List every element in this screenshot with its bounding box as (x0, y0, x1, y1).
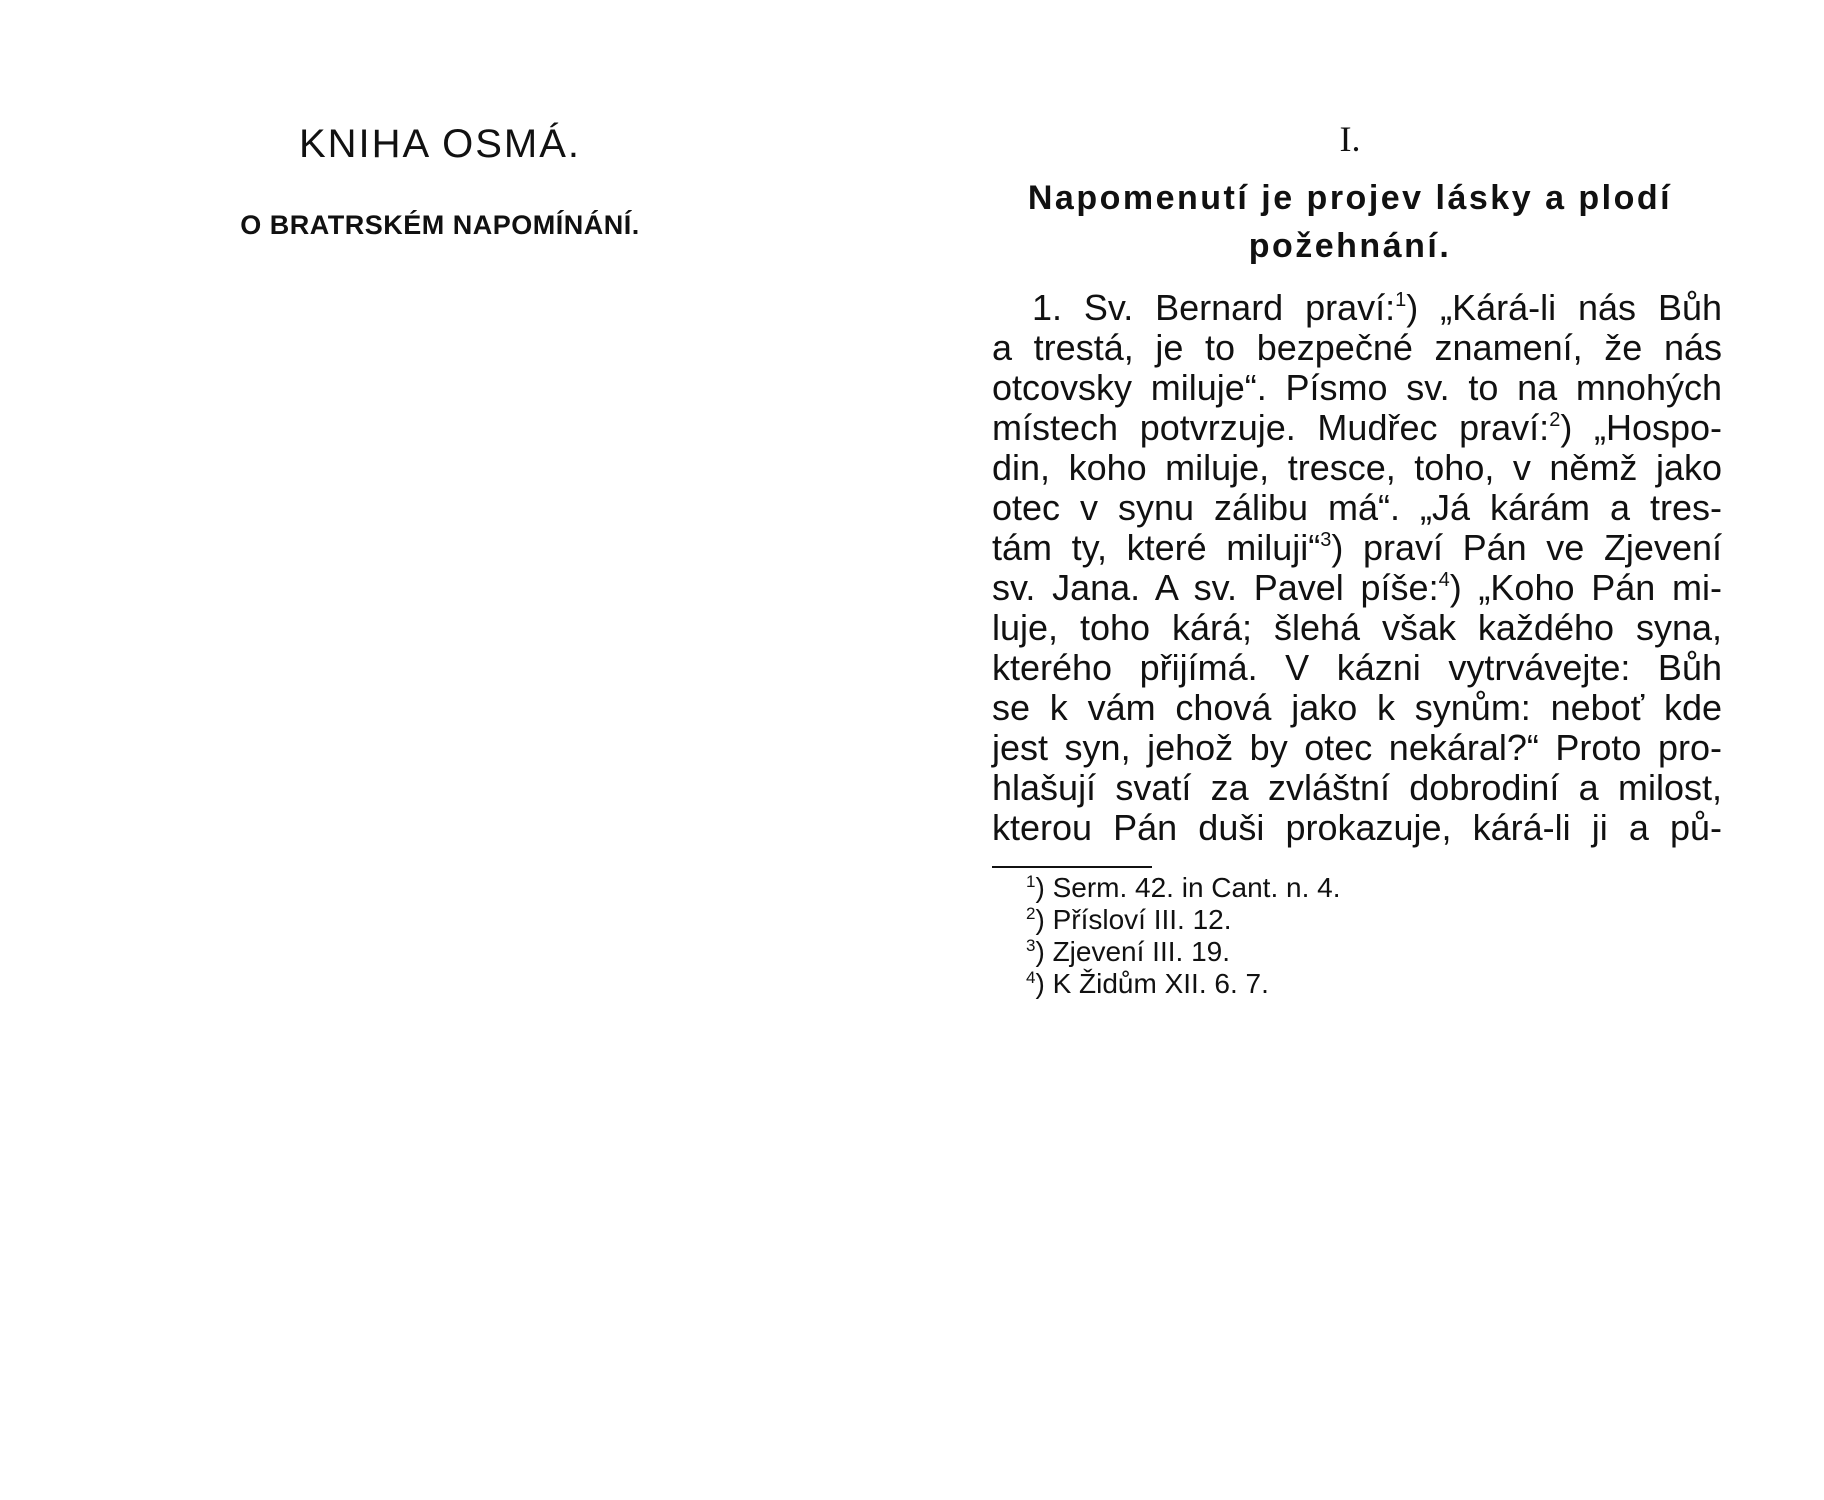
text-line: se k vám chová jako k synům: neboť kde (992, 687, 1722, 728)
footnote-mark: 1 (1026, 872, 1036, 891)
footnote-ref: 3 (1320, 529, 1332, 551)
chapter-number: I. (1339, 119, 1361, 159)
footnote-item (1026, 968, 1676, 1000)
text-line: místech potvrzuje. Mudřec praví:$^2$) „Hospo- (992, 407, 1723, 448)
text-line: luje, toho kárá; šlehá však každého syna, (992, 607, 1722, 648)
text-line: sv. Jana. A sv. Pavel píše:$^4$) „Koho Pán mi- (992, 567, 1723, 608)
book-subtitle: O BRATRSKÉM NAPOMÍNÁNÍ. (240, 210, 640, 240)
text-line: otcovsky miluje“. Písmo sv. to na mnohých (992, 367, 1722, 408)
footnote-text: ) K Židům XII. 6. 7. (1035, 968, 1269, 999)
footnote-text: ) Serm. 42. in Cant. n. 4. (1035, 872, 1341, 903)
chapter-heading: Napomenutí je projev lásky a plodí požehnání. (1027, 179, 1673, 265)
text-line: hlašují svatí za zvláštní dobrodiní a milost, (992, 767, 1722, 808)
footnote-item (1026, 872, 1676, 904)
footnote-mark: 4 (1026, 968, 1036, 987)
footnote-item (1026, 904, 1676, 936)
footnote-item (1026, 936, 1676, 968)
book-title: KNIHA OSMÁ. (298, 122, 582, 166)
footnote-ref: 4 (1438, 569, 1450, 591)
footnote-mark: 3 (1026, 936, 1036, 955)
text-line: din, koho miluje, tresce, toho, v němž jako (992, 447, 1722, 488)
footnote-ref: 1 (1395, 289, 1407, 311)
text-line: jest syn, jehož by otec nekáral?“ Proto pro- (992, 727, 1722, 768)
text-line: tám ty, které miluji“$^3$) praví Pán ve Zjevení (992, 527, 1722, 568)
footnote-divider (992, 866, 1152, 868)
text-line: a trestá, je to bezpečné znamení, že nás (992, 327, 1722, 368)
right-page (912, 0, 1824, 1500)
footnote-text: ) Přísloví III. 12. (1035, 904, 1232, 935)
footnotes-list (1026, 872, 1676, 1000)
text-line: kterého přijímá. V kázni vytrvávejte: Bůh (992, 647, 1722, 688)
text-line: kterou Pán duši prokazuje, kárá-li ji a pů- (992, 807, 1722, 848)
footnote-ref: 2 (1549, 409, 1561, 431)
footnote-text: ) Zjevení III. 19. (1035, 936, 1230, 967)
body-paragraph (992, 288, 1722, 848)
text-line: otec v synu zálibu má“. „Já kárám a tres- (992, 487, 1722, 528)
text-line: 1. Sv. Bernard praví:$^1$) „Kárá-li nás Bůh (1032, 287, 1722, 328)
footnote-mark: 2 (1026, 904, 1036, 923)
